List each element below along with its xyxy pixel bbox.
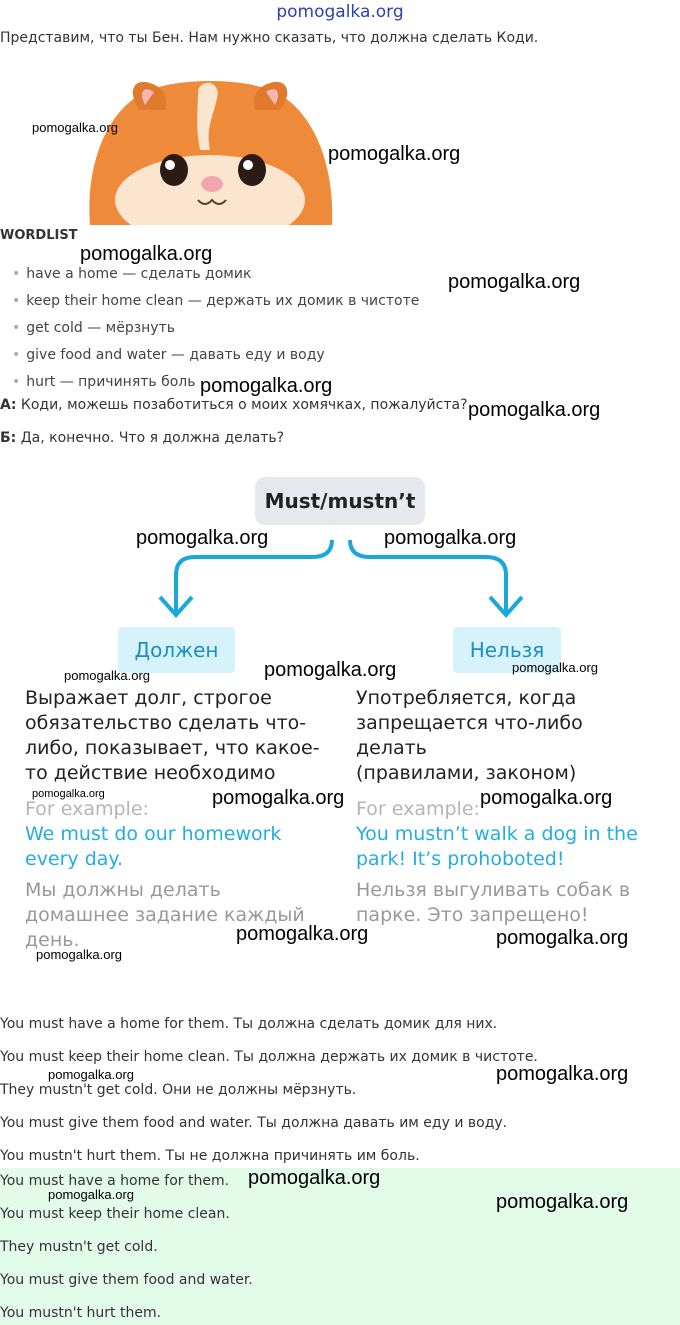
watermark: pomogalka.org bbox=[468, 399, 601, 421]
watermark: pomogalka.org bbox=[236, 923, 369, 945]
watermark: pomogalka.org bbox=[480, 787, 613, 809]
watermark: pomogalka.org bbox=[200, 375, 333, 397]
watermark: pomogalka.org bbox=[136, 527, 269, 549]
watermark: pomogalka.org bbox=[212, 787, 345, 809]
intro-text: Представим, что ты Бен. Нам нужно сказать, что должна сделать Коди. bbox=[0, 30, 539, 46]
hamster-illustration bbox=[80, 70, 340, 225]
must-example-label: For example: bbox=[25, 798, 149, 820]
answer-line: You must have a home for them. bbox=[0, 1173, 230, 1189]
watermark: pomogalka.org bbox=[36, 947, 122, 962]
dialog-line-b: Б: Да, конечно. Что я должна делать? bbox=[0, 430, 285, 446]
watermark: pomogalka.org bbox=[48, 1187, 134, 1202]
watermark: pomogalka.org bbox=[80, 243, 213, 265]
watermark: pomogalka.org bbox=[448, 271, 581, 293]
watermark: pomogalka.org bbox=[32, 788, 105, 800]
answer-line: You must keep their home clean. bbox=[0, 1206, 230, 1222]
wordlist-item: • get cold — мёрзнуть bbox=[12, 320, 175, 336]
watermark: pomogalka.org bbox=[512, 660, 598, 675]
mustnt-example-en: You mustn’t walk a dog in the park! It’s prohoboted! bbox=[356, 823, 638, 870]
sentence-translation: You must give them food and water. Ты должна давать им еду и воду. bbox=[0, 1115, 508, 1131]
must-example-en: We must do our homework every day. bbox=[25, 823, 282, 870]
watermark: pomogalka.org bbox=[64, 668, 150, 683]
wordlist-item: • keep their home clean — держать их домик в чистоте bbox=[12, 293, 420, 309]
label-mustnt: Нельзя bbox=[453, 627, 561, 673]
mustnt-example-ru: Нельзя выгуливать собак в парке. Это запрещено! bbox=[356, 879, 631, 926]
wordlist-item: • hurt — причинять боль bbox=[12, 374, 196, 390]
watermark: pomogalka.org bbox=[32, 120, 118, 135]
answer-line: You mustn't hurt them. bbox=[0, 1305, 162, 1321]
watermark: pomogalka.org bbox=[264, 659, 397, 681]
dialog-line-a: А: Коди, можешь позаботиться о моих хомячках, пожалуйста? bbox=[0, 397, 468, 413]
wordlist-title: WORDLIST bbox=[0, 228, 78, 243]
sentence-translation: You mustn't hurt them. Ты не должна причинять им боль. bbox=[0, 1148, 420, 1164]
mustnt-example-label: For example: bbox=[356, 798, 480, 820]
wordlist-item: • give food and water — давать еду и воду bbox=[12, 347, 325, 363]
site-link[interactable]: pomogalka.org bbox=[276, 2, 404, 22]
sentence-translation: You must keep their home clean. Ты должна держать их домик в чистоте. bbox=[0, 1049, 538, 1065]
watermark: pomogalka.org bbox=[496, 1191, 629, 1213]
watermark: pomogalka.org bbox=[496, 927, 629, 949]
watermark: pomogalka.org bbox=[248, 1167, 381, 1189]
watermark: pomogalka.org bbox=[48, 1067, 134, 1082]
mustnt-description: Употребляется, когда запрещается что-либо делать (правилами, законом) bbox=[356, 687, 583, 784]
answer-line: You must give them food and water. bbox=[0, 1272, 253, 1288]
must-description: Выражает долг, строгое обязательство сделать что- либо, показывает, что какое- то действие необходимо bbox=[25, 687, 320, 784]
sentence-translation: They mustn't get cold. Они не должны мёрзнуть. bbox=[0, 1082, 357, 1098]
label-must: Должен bbox=[118, 627, 235, 673]
watermark: pomogalka.org bbox=[496, 1063, 629, 1085]
must-example-ru: Мы должны делать домашнее задание каждый день. bbox=[25, 879, 305, 951]
rule-title: Must/mustn’t bbox=[255, 477, 425, 525]
wordlist-item: • have a home — сделать домик bbox=[12, 266, 252, 282]
answer-line: They mustn't get cold. bbox=[0, 1239, 158, 1255]
sentence-translation: You must have a home for them. Ты должна сделать домик для них. bbox=[0, 1016, 498, 1032]
watermark: pomogalka.org bbox=[384, 527, 517, 549]
watermark: pomogalka.org bbox=[328, 143, 461, 165]
